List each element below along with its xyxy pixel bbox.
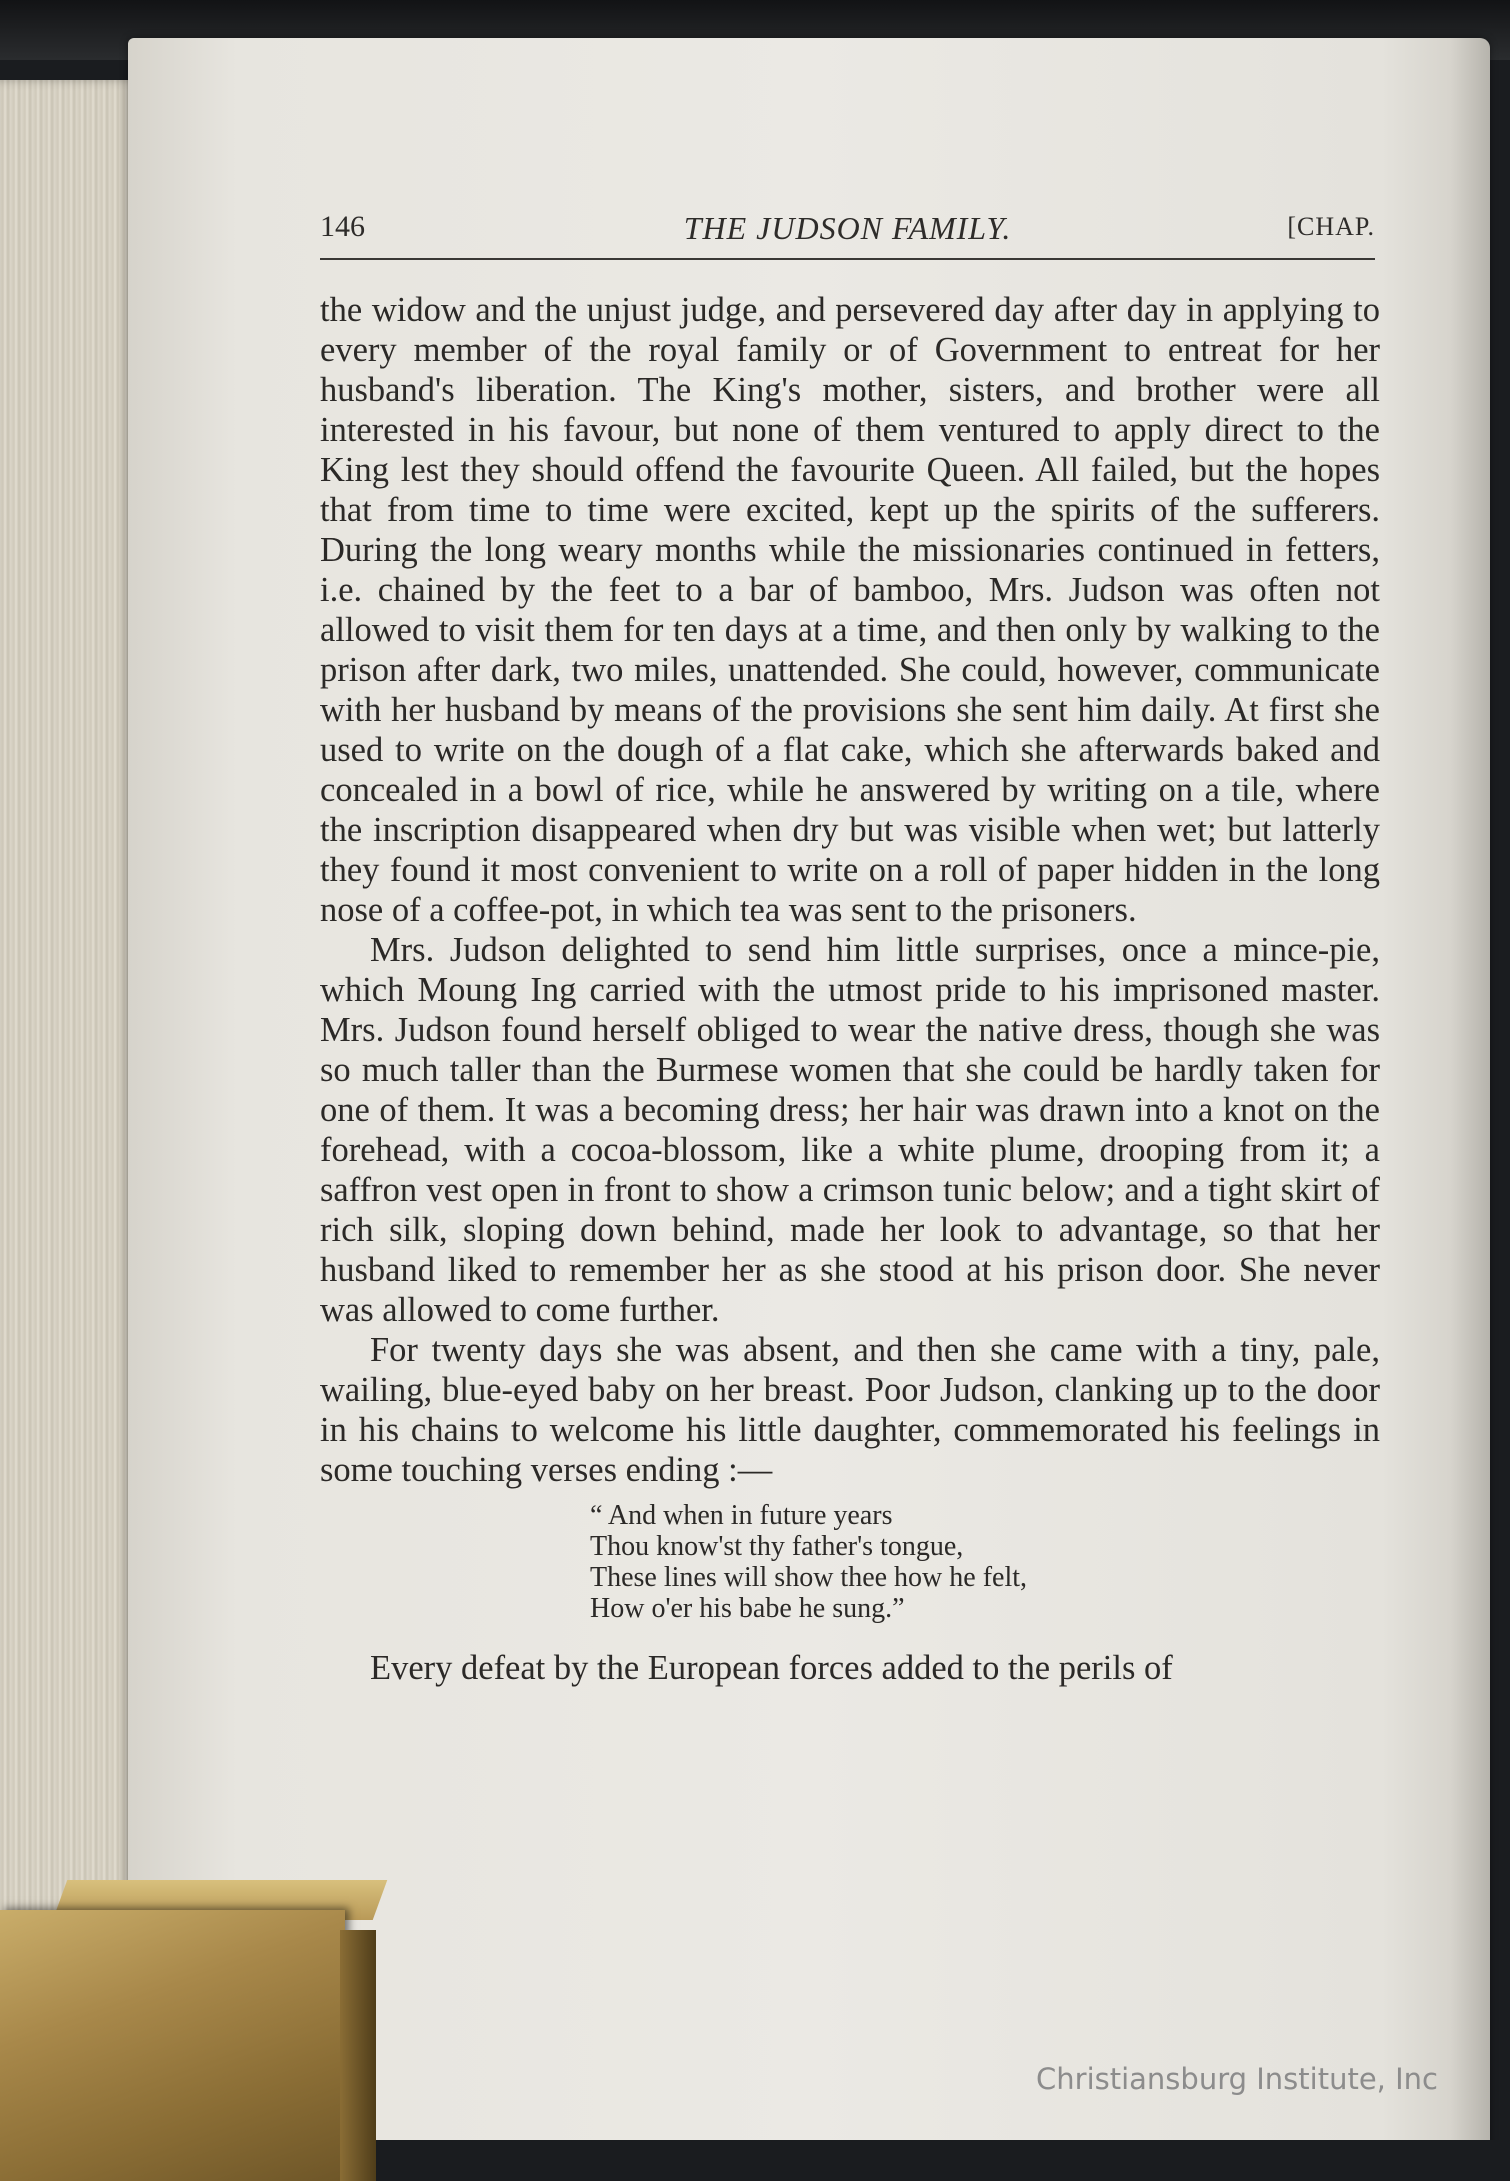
paragraph-2: Mrs. Judson delighted to send him little surprises, once a mince-pie, which Moung Ing carried with the utmost pride to his imprisoned master. Mrs. Judson found herself obliged to wear the native dress, though she was so much taller than the Burmese women that she could be hardly taken for one of them. It was a becoming dress; her hair was drawn into a knot on the forehead, with a cocoa-blossom, like a white plume, drooping from it; a saffron vest open in front to show a crimson tunic below; and a tight skirt of rich silk, sloping down behind, made her look to advantage, so that her husband liked to remember her as she stood at his prison door. She never was allowed to come further. [320, 931, 1380, 1329]
paragraph-3: For twenty days she was absent, and then she came with a tiny, pale, wailing, blue-eyed baby on her breast. Poor Judson, clanking up to the door in his chains to welcome his little daughter, commemorated his feelings in some touching verses ending :— [320, 1331, 1380, 1489]
watermark: Christiansburg Institute, Inc [1036, 2062, 1438, 2096]
page-curl-shadow [1450, 38, 1490, 2156]
body-text [320, 290, 1380, 1688]
verse-quotation [590, 1500, 1380, 1624]
verse-line-2: Thou know'st thy father's tongue, [590, 1531, 964, 1562]
verse-line-3: These lines will show thee how he felt, [590, 1562, 1028, 1593]
bottom-backdrop [376, 2140, 1510, 2181]
running-header [320, 210, 1375, 260]
gilt-edge-side [340, 1930, 376, 2181]
paragraph-1: the widow and the unjust judge, and persevered day after day in applying to every member of the royal family or of Government to entreat for her husband's liberation. The King's mother, sisters, and brother were all interested in his favour, but none of them ventured to apply direct to the King lest they should offend the favourite Queen. All failed, but the hopes that from time to time were excited, kept up the spirits of the sufferers. During the long weary months while the missionaries continued in fetters, i.e. chained by the feet to a bar of bamboo, Mrs. Judson was often not allowed to visit them for ten days at a time, and then only by walking to the prison after dark, two miles, unattended. She could, however, communicate with her husband by means of the provisions she sent him daily. At first she used to write on the dough of a flat cake, which she afterwards baked and concealed in a bowl of rice, while he answered by writing on a tile, where the inscription disappeared when dry but was visible when wet; but latterly they found it most convenient to write on a roll of paper hidden in the long nose of a coffee-pot, in which tea was sent to the prisoners. [320, 291, 1380, 929]
verse-line-1: “ And when in future years [590, 1500, 893, 1531]
page-number: 146 [320, 210, 365, 243]
paragraph-4: Every defeat by the European forces added to the perils of [370, 1649, 1173, 1687]
chapter-mark: [CHAP. [1287, 212, 1375, 241]
book-title: THE JUDSON FAMILY. [683, 210, 1012, 246]
verse-line-4: How o'er his babe he sung.” [590, 1593, 905, 1624]
gilt-book-corner [0, 1910, 345, 2181]
